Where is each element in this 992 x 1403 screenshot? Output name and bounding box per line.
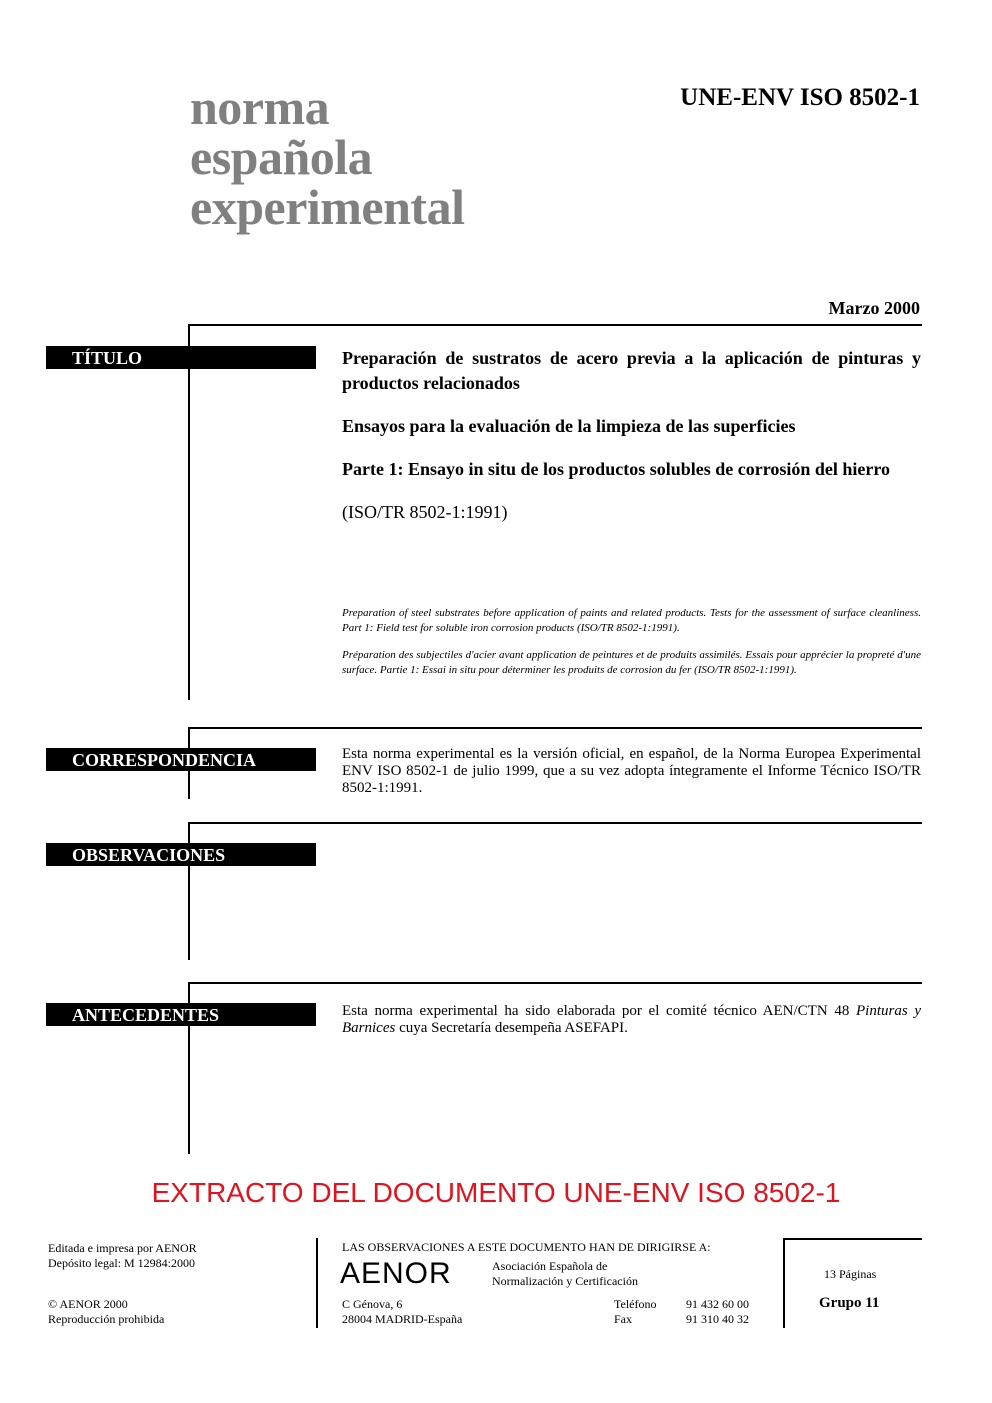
footer-publisher-info (48, 1241, 197, 1271)
antecedentes-text-start: Esta norma experimental ha sido elaborada por el comité técnico AEN/CTN 48 (342, 1003, 856, 1019)
section-label-correspondencia: CORRESPONDENCIA (46, 748, 316, 771)
pages-box-left-rule (783, 1238, 785, 1328)
phone-value: 91 432 60 00 (686, 1297, 749, 1311)
antecedentes-committee-name: Pinturas y Barnices (342, 1003, 921, 1036)
title-block (342, 346, 921, 525)
translation-french: Préparation des subjectiles d'acier avant application de peintures et de produits assimilés. Essais pour apprécier la propreté d'une surface. Partie 1: Essai in situ pour déterminer les produits de corrosion du fer (ISO/TR 8502-1:1991). (342, 649, 921, 676)
pages-box-top-rule (783, 1238, 922, 1240)
iso-reference: (ISO/TR 8502-1:1991) (342, 502, 508, 522)
legal-deposit: Depósito legal: M 12984:2000 (48, 1256, 195, 1270)
phone-label: Teléfono (614, 1297, 657, 1311)
section-divider (188, 727, 922, 729)
fax-value: 91 310 40 32 (686, 1312, 749, 1326)
association-name (492, 1259, 638, 1289)
publication-date: Marzo 2000 (828, 298, 920, 318)
section-label-titulo: TÍTULO (46, 346, 316, 369)
address-line-2: 28004 MADRID-España (342, 1312, 463, 1326)
footer-divider (316, 1238, 318, 1328)
section-divider (188, 982, 922, 984)
address-line-1: C Génova, 6 (342, 1297, 403, 1311)
antecedentes-text-end: cuya Secretaría desempeña ASEFAPI. (395, 1020, 628, 1036)
correspondencia-text: Esta norma experimental es la versión oficial, en español, de la Norma Europea Experimental ENV ISO 8502-1 de julio 1999, que a su vez adopta íntegramente el Informe Técnico ISO/TR 8502-1:1991. (342, 746, 921, 796)
title-main: Preparación de sustratos de acero previa a la aplicación de pinturas y productos relacionados (342, 348, 921, 393)
observations-notice: LAS OBSERVACIONES A ESTE DOCUMENTO HAN DE DIRIGIRSE A: (342, 1240, 711, 1254)
standard-code: UNE-ENV ISO 8502-1 (680, 84, 920, 111)
title-line-3: experimental (190, 179, 465, 235)
footer-copyright (48, 1297, 164, 1327)
antecedentes-text (342, 1003, 921, 1037)
section-label-observaciones: OBSERVACIONES (46, 843, 316, 866)
contact-values (686, 1297, 749, 1327)
translation-english: Preparation of steel substrates before application of paints and related products. Tests for the assessment of surface cleanliness. Part 1: Field test for soluble iron corrosion products (ISO/TR 8502-1:1991). (342, 607, 921, 634)
price-group: Grupo 11 (819, 1295, 880, 1311)
edited-by: Editada e impresa por AENOR (48, 1241, 197, 1255)
title-sub: Ensayos para la evaluación de la limpieza de las superficies (342, 416, 796, 436)
section-divider (188, 324, 922, 326)
extract-notice: EXTRACTO DEL DOCUMENTO UNE-ENV ISO 8502-1 (151, 1177, 841, 1208)
section-label-antecedentes: ANTECEDENTES (46, 1003, 316, 1026)
section-divider (188, 822, 922, 824)
title-line-1: norma (190, 79, 330, 135)
reproduction-text: Reproducción prohibida (48, 1312, 165, 1326)
association-line-1: Asociación Española de (492, 1259, 608, 1273)
title-line-2: española (190, 129, 373, 185)
document-type-title (190, 79, 465, 235)
postal-address (342, 1297, 462, 1327)
section-vertical-rule (188, 324, 190, 700)
copyright-text: © AENOR 2000 (48, 1297, 128, 1311)
title-part: Parte 1: Ensayo in situ de los productos solubles de corrosión del hierro (342, 459, 891, 479)
association-line-2: Normalización y Certificación (492, 1274, 638, 1288)
page-count: 13 Páginas (824, 1267, 877, 1281)
fax-label: Fax (614, 1312, 632, 1326)
contact-labels (614, 1297, 656, 1327)
aenor-logo: AENOR (340, 1257, 452, 1290)
